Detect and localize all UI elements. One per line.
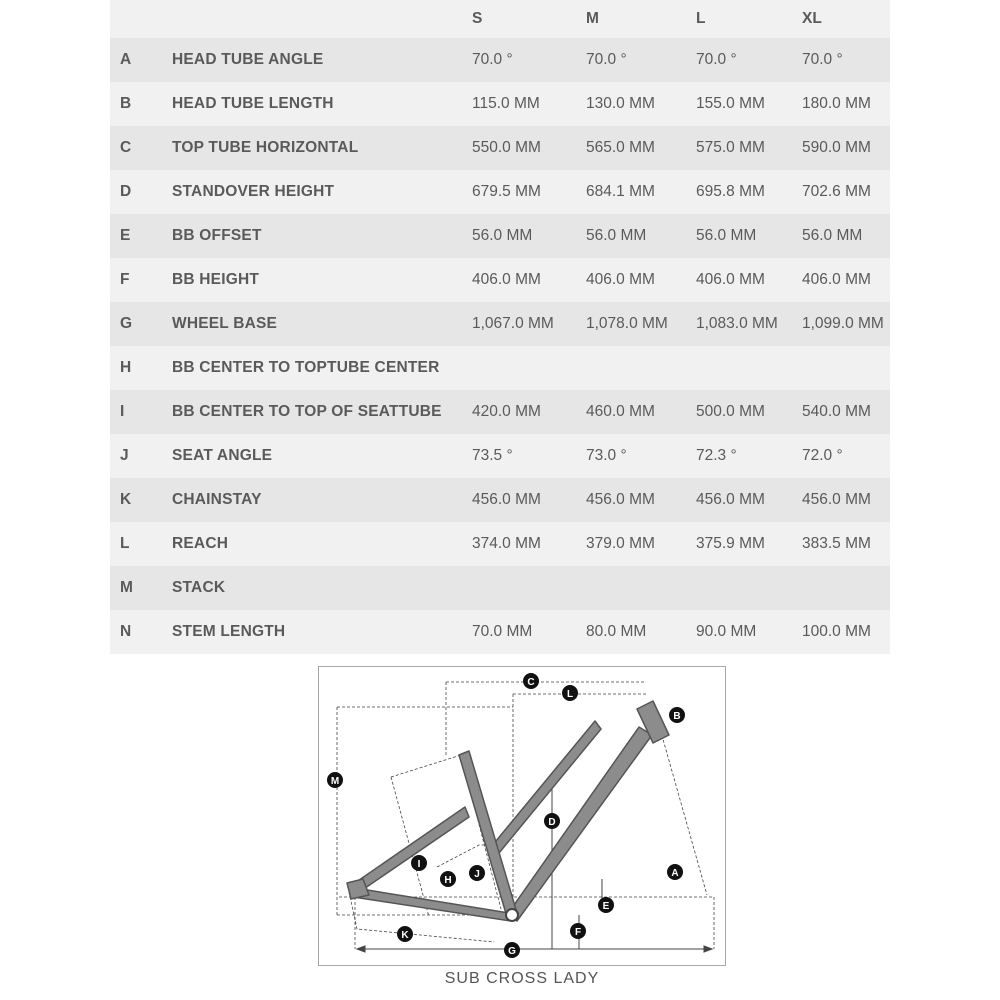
row-value-s: 56.0 MM (472, 214, 586, 258)
row-measure-name: STEM LENGTH (172, 610, 472, 654)
table-row (110, 390, 890, 434)
row-value-xl (802, 346, 890, 390)
row-value-xl: 456.0 MM (802, 478, 890, 522)
table-row (110, 610, 890, 654)
marker-m (327, 772, 343, 788)
table-row (110, 38, 890, 82)
table-row (110, 522, 890, 566)
table-row (110, 434, 890, 478)
marker-label: I (417, 859, 421, 870)
row-value-m: 456.0 MM (586, 478, 696, 522)
marker-label: D (548, 817, 556, 828)
marker-label: E (602, 901, 610, 912)
row-measure-name: BB OFFSET (172, 214, 472, 258)
marker-k (397, 926, 413, 942)
row-value-l: 500.0 MM (696, 390, 802, 434)
row-value-xl: 406.0 MM (802, 258, 890, 302)
row-value-m: 379.0 MM (586, 522, 696, 566)
row-letter: C (110, 126, 172, 170)
row-letter: K (110, 478, 172, 522)
marker-label: L (566, 689, 574, 700)
table-row (110, 170, 890, 214)
row-measure-name: BB CENTER TO TOPTUBE CENTER (172, 346, 472, 390)
marker-e (598, 897, 614, 913)
row-value-xl (802, 566, 890, 610)
table-row (110, 478, 890, 522)
row-value-s: 406.0 MM (472, 258, 586, 302)
row-measure-name: BB HEIGHT (172, 258, 472, 302)
marker-b (669, 707, 685, 723)
marker-j (469, 865, 485, 881)
marker-a (667, 864, 683, 880)
row-measure-name: HEAD TUBE LENGTH (172, 82, 472, 126)
row-value-xl: 540.0 MM (802, 390, 890, 434)
row-letter: G (110, 302, 172, 346)
row-letter: A (110, 38, 172, 82)
row-letter: L (110, 522, 172, 566)
table-row (110, 346, 890, 390)
row-value-s: 374.0 MM (472, 522, 586, 566)
row-measure-name: BB CENTER TO TOP OF SEATTUBE (172, 390, 472, 434)
header-name-cell (172, 0, 472, 38)
bike-frame-drawing (319, 667, 725, 965)
row-value-s: 420.0 MM (472, 390, 586, 434)
row-value-m (586, 346, 696, 390)
row-value-s (472, 346, 586, 390)
row-value-s: 1,067.0 MM (472, 302, 586, 346)
row-value-m: 73.0 ° (586, 434, 696, 478)
row-letter: N (110, 610, 172, 654)
marker-label: K (401, 930, 409, 941)
row-value-l (696, 346, 802, 390)
row-value-s: 115.0 MM (472, 82, 586, 126)
row-value-s: 550.0 MM (472, 126, 586, 170)
marker-label: B (673, 711, 681, 722)
diagram-caption: SUB CROSS LADY (444, 970, 600, 987)
row-measure-name: REACH (172, 522, 472, 566)
header-size-l: L (696, 0, 802, 38)
row-value-m: 565.0 MM (586, 126, 696, 170)
table-header-row (110, 0, 890, 38)
table-row (110, 82, 890, 126)
row-value-s: 456.0 MM (472, 478, 586, 522)
row-value-xl: 383.5 MM (802, 522, 890, 566)
header-size-xl: XL (802, 0, 890, 38)
marker-l (562, 685, 578, 701)
row-value-s (472, 566, 586, 610)
row-measure-name: WHEEL BASE (172, 302, 472, 346)
row-value-xl: 72.0 ° (802, 434, 890, 478)
row-value-xl: 702.6 MM (802, 170, 890, 214)
marker-label: H (444, 875, 452, 886)
table-row (110, 126, 890, 170)
row-value-m: 70.0 ° (586, 38, 696, 82)
marker-label: C (527, 677, 535, 688)
row-value-s: 70.0 ° (472, 38, 586, 82)
row-value-xl: 100.0 MM (802, 610, 890, 654)
row-value-l: 90.0 MM (696, 610, 802, 654)
table-row (110, 566, 890, 610)
row-letter: M (110, 566, 172, 610)
header-size-m: M (586, 0, 696, 38)
table-row (110, 258, 890, 302)
row-letter: J (110, 434, 172, 478)
row-value-l: 72.3 ° (696, 434, 802, 478)
row-value-s: 73.5 ° (472, 434, 586, 478)
row-measure-name: STACK (172, 566, 472, 610)
row-value-l: 56.0 MM (696, 214, 802, 258)
marker-c (523, 673, 539, 689)
row-value-m: 1,078.0 MM (586, 302, 696, 346)
row-value-s: 70.0 MM (472, 610, 586, 654)
row-value-m: 80.0 MM (586, 610, 696, 654)
row-value-l (696, 566, 802, 610)
marker-label: M (330, 776, 340, 787)
row-value-xl: 590.0 MM (802, 126, 890, 170)
row-value-m: 406.0 MM (586, 258, 696, 302)
marker-label: G (508, 946, 516, 957)
row-value-l: 575.0 MM (696, 126, 802, 170)
marker-h (440, 871, 456, 887)
row-letter: E (110, 214, 172, 258)
row-value-l: 1,083.0 MM (696, 302, 802, 346)
row-measure-name: CHAINSTAY (172, 478, 472, 522)
row-value-xl: 70.0 ° (802, 38, 890, 82)
row-value-m: 460.0 MM (586, 390, 696, 434)
row-value-xl: 56.0 MM (802, 214, 890, 258)
bike-geometry-diagram (318, 666, 726, 966)
geometry-table (110, 0, 890, 654)
row-value-l: 155.0 MM (696, 82, 802, 126)
row-measure-name: HEAD TUBE ANGLE (172, 38, 472, 82)
row-letter: F (110, 258, 172, 302)
table-row (110, 302, 890, 346)
row-measure-name: SEAT ANGLE (172, 434, 472, 478)
marker-d (544, 813, 560, 829)
header-letter-cell (110, 0, 172, 38)
row-value-l: 375.9 MM (696, 522, 802, 566)
row-value-l: 456.0 MM (696, 478, 802, 522)
row-value-l: 406.0 MM (696, 258, 802, 302)
row-value-s: 679.5 MM (472, 170, 586, 214)
row-value-m: 684.1 MM (586, 170, 696, 214)
row-value-l: 695.8 MM (696, 170, 802, 214)
row-value-l: 70.0 ° (696, 38, 802, 82)
marker-f (570, 923, 586, 939)
marker-label: A (671, 868, 679, 879)
marker-label: J (474, 869, 480, 880)
table-row (110, 214, 890, 258)
marker-label: F (574, 927, 582, 938)
header-size-s: S (472, 0, 586, 38)
row-value-m (586, 566, 696, 610)
row-measure-name: TOP TUBE HORIZONTAL (172, 126, 472, 170)
row-letter: I (110, 390, 172, 434)
row-value-m: 130.0 MM (586, 82, 696, 126)
row-value-xl: 1,099.0 MM (802, 302, 890, 346)
marker-i (411, 855, 427, 871)
row-measure-name: STANDOVER HEIGHT (172, 170, 472, 214)
row-value-xl: 180.0 MM (802, 82, 890, 126)
row-letter: B (110, 82, 172, 126)
row-letter: H (110, 346, 172, 390)
marker-g (504, 942, 520, 958)
row-letter: D (110, 170, 172, 214)
row-value-m: 56.0 MM (586, 214, 696, 258)
